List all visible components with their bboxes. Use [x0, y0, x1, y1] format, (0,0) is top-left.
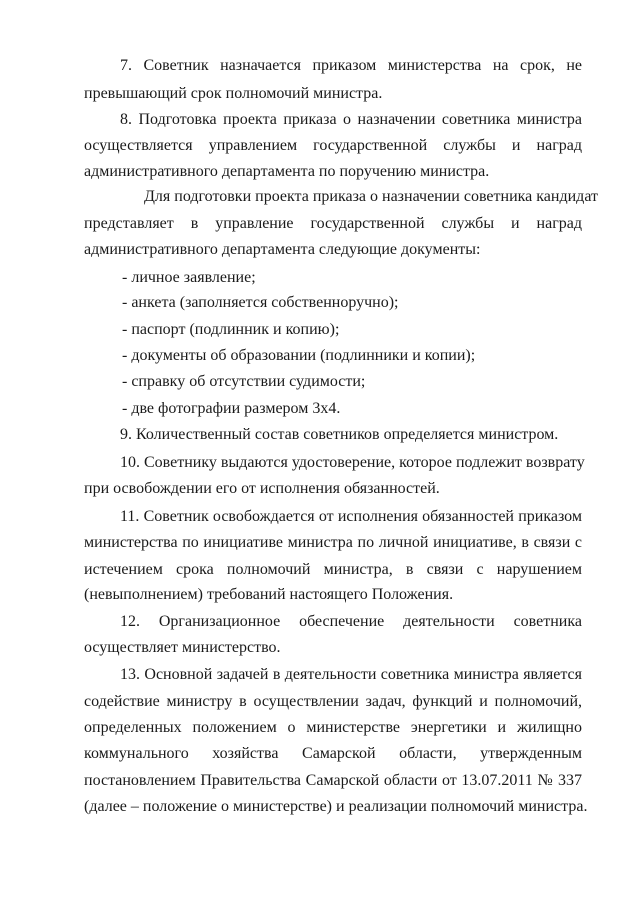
list-item: - анкета (заполняется собственноручно); — [122, 294, 399, 311]
text-line: министерства по инициативе министра по личной инициативе, в связи с — [84, 534, 582, 551]
text-line: 10. Советнику выдаются удостоверение, которое подлежит возврату — [120, 454, 585, 471]
text-line: 8. Подготовка проекта приказа о назначении советника министра — [120, 111, 582, 128]
text-line: административного департамента следующие документы: — [84, 241, 481, 258]
text-line: Для подготовки проекта приказа о назначении советника кандидат — [144, 188, 598, 205]
text-line: 9. Количественный состав советников определяется министром. — [120, 426, 559, 443]
text-line: содействие министру в осуществлении задач, функций и полномочий, — [84, 693, 582, 710]
list-item: - две фотографии размером 3x4. — [122, 400, 341, 417]
text-line: 13. Основной задачей в деятельности советника министра является — [120, 666, 582, 683]
text-line: 7. Советник назначается приказом министерства на срок, не — [120, 57, 582, 74]
text-line: определенных положением о министерстве энергетики и жилищно — [84, 719, 582, 736]
text-line: коммунального хозяйства Самарской области, утвержденным — [84, 745, 582, 762]
text-line: осуществляет министерство. — [84, 639, 281, 656]
text-line: (невыполнением) требований настоящего Положения. — [84, 586, 454, 603]
list-item: - паспорт (подлинник и копию); — [122, 321, 340, 338]
text-line: 11. Советник освобождается от исполнения обязанностей приказом — [120, 508, 582, 525]
text-line: представляет в управление государственной службы и наград — [84, 215, 582, 232]
text-line: постановлением Правительства Самарской области от 13.07.2011 № 337 — [84, 772, 582, 789]
list-item: - справку об отсутствии судимости; — [122, 373, 366, 390]
list-item: - личное заявление; — [122, 269, 256, 286]
text-line: превышающий срок полномочий министра. — [84, 85, 383, 102]
text-line: при освобождении его от исполнения обязанностей. — [84, 480, 440, 497]
text-line: (далее – положение о министерстве) и реализации полномочий министра. — [84, 798, 588, 815]
text-line: истечением срока полномочий министра, в связи с нарушением — [84, 561, 582, 578]
text-line: осуществляется управлением государственной службы и наград — [84, 137, 582, 154]
text-line: 12. Организационное обеспечение деятельности советника — [120, 613, 582, 630]
list-item: - документы об образовании (подлинники и копии); — [122, 347, 476, 364]
text-line: административного департамента по поручению министра. — [84, 163, 490, 180]
